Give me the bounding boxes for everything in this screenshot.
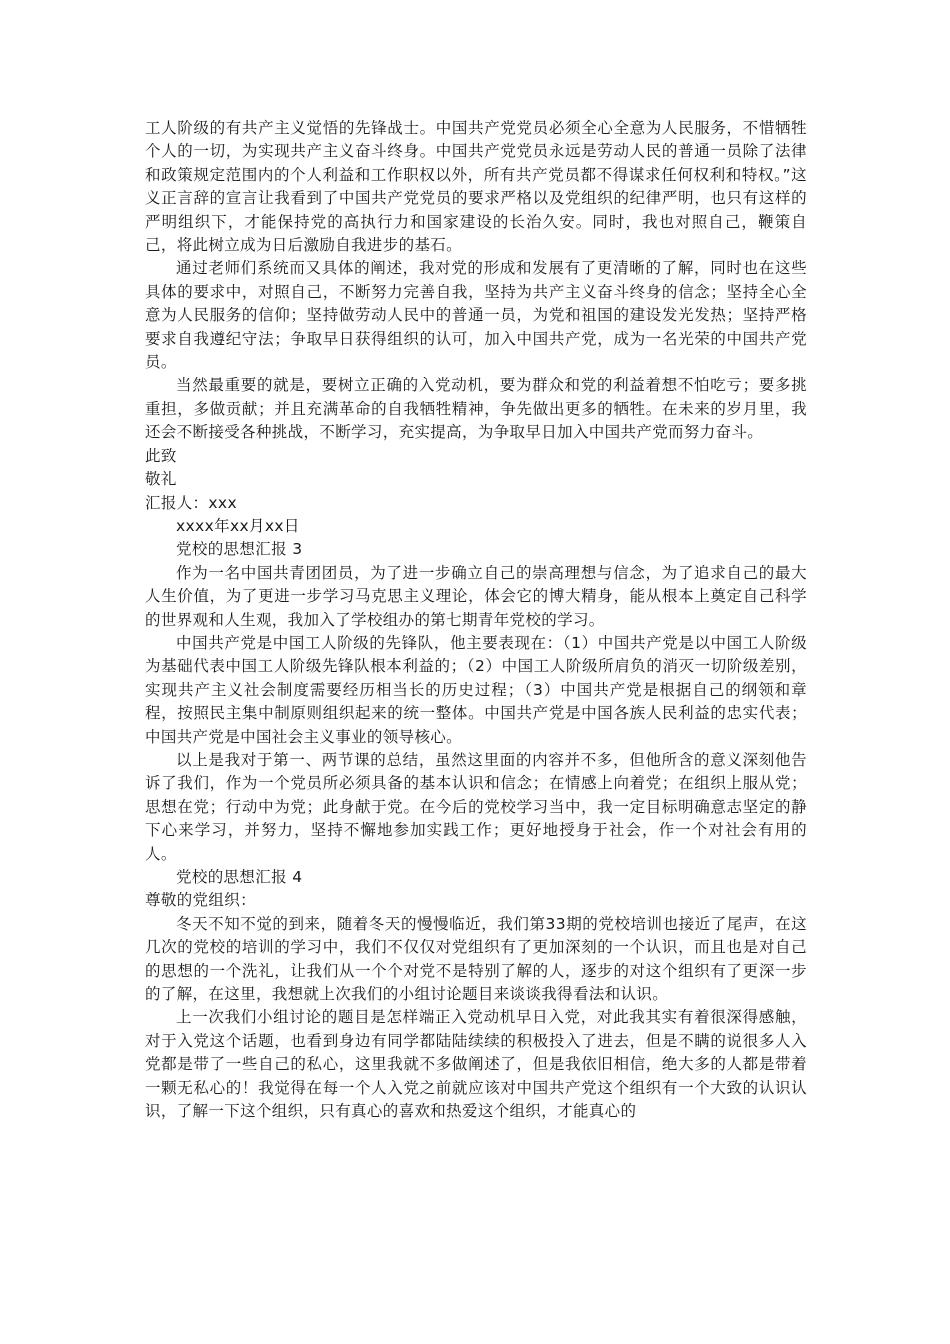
date-line: xxxx年xx月xx日 <box>176 516 300 535</box>
salutation: 尊敬的党组织： <box>145 891 256 910</box>
paragraph: 通过老师们系统而又具体的阐述，我对党的形成和发展有了更清晰的了解，同时也在这些具体的要求中，对照自己，不断努力完善自我，坚持为共产主义奋斗终身的信念；坚持全心全意为人民服务的信仰；坚持做劳动人民中的普通一员，为党和祖国的建设发光发热；坚持严格要求自我遵纪守法；争取早日获得组织的认可，加入中国共产党，成为一名光荣的中国共产党员。 <box>145 259 807 372</box>
closing-greeting: 敬礼 <box>145 470 177 489</box>
paragraph: 当然最重要的就是，要树立正确的入党动机，要为群众和党的利益着想不怕吃亏；要多挑重担，多做贡献；并且充满革命的自我牺牲精神，争先做出更多的牺牲。在未来的岁月里，我还会不断接受各种挑战，不断学习，充实提高，为争取早日加入中国共产党而努力奋斗。 <box>145 376 807 442</box>
paragraph: 上一次我们小组讨论的题目是怎样端正入党动机早日入党，对此我其实有着很深得感触，对于入党这个话题，也看到身边有同学都陆陆续续的积极投入了进去，但是不瞒的说很多人入党都是带了一些自己的私心，这里我就不多做阐述了，但是我依旧相信，绝大多的人都是带着一颗无私心的！我觉得在每一个人入党之前就应该对中国共产党这个组织有一个大致的认识认识，了解一下这个组织，只有真心的喜欢和热爱这个组织，才能真心的 <box>145 1008 807 1121</box>
closing-salutation: 此致 <box>145 446 177 465</box>
paragraph: 冬天不知不觉的到来，随着冬天的慢慢临近，我们第33期的党校培训也接近了尾声，在这几次的党校的培训的学习中，我们不仅仅对党组织有了更加深刻的一个认识，而且也是对自己的思想的一个洗礼，让我们从一个个对党不是特别了解的人，逐步的对这个组织有了更深一步的了解，在这里，我想就上次我们的小组讨论题目来谈谈我得看法和认识。 <box>145 914 807 1004</box>
reporter-line: 汇报人：xxx <box>145 493 237 512</box>
section-heading: 党校的思想汇报 3 <box>176 540 303 559</box>
paragraph: 以上是我对于第一、两节课的总结，虽然这里面的内容并不多，但他所含的意义深刻他告诉了我们，作为一个党员所必须具备的基本认识和信念；在情感上向着党；在组织上服从党；思想在党；行动中为党；此身献于党。在今后的党校学习当中，我一定目标明确意志坚定的静下心来学习，并努力，坚持不懈地参加实践工作；更好地授身于社会，作一个对社会有用的人。 <box>145 750 807 863</box>
document-body <box>145 117 807 1123</box>
paragraph: 中国共产党是中国工人阶级的先锋队，他主要表现在：（1）中国共产党是以中国工人阶级为基础代表中国工人阶级先锋队根本利益的；（2）中国工人阶级所肩负的消灭一切阶级差别，实现共产主义社会制度需要经历相当长的历史过程；（3）中国共产党是根据自己的纲领和章程，按照民主集中制原则组织起来的统一整体。中国共产党是中国各族人民利益的忠实代表；中国共产党是中国社会主义事业的领导核心。 <box>145 633 807 746</box>
paragraph: 作为一名中国共青团团员，为了进一步确立自己的崇高理想与信念，为了追求自己的最大人生价值，为了更进一步学习马克思主义理论，体会它的博大精身，能从根本上奠定自己科学的世界观和人生观，我加入了学校组办的第七期青年党校的学习。 <box>145 563 807 629</box>
section-heading: 党校的思想汇报 4 <box>176 868 303 886</box>
paragraph: 工人阶级的有共产主义觉悟的先锋战士。中国共产党党员必须全心全意为人民服务，不惜牺牲个人的一切，为实现共产主义奋斗终身。中国共产党党员永远是劳动人民的普通一员除了法律和政策规定范围内的个人利益和工作职权以外，所有共产党员都不得谋求任何权利和特权。”这义正言辞的宣言让我看到了中国共产党党员的要求严格以及党组织的纪律严明，也只有这样的严明组织下，才能保持党的高执行力和国家建设的长治久安。同时，我也对照自己，鞭策自己，将此树立成为日后激励自我进步的基石。 <box>145 119 807 255</box>
